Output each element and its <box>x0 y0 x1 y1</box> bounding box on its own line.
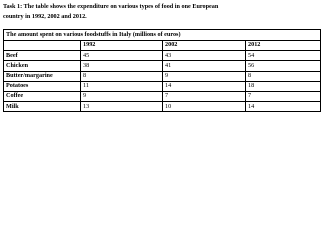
table-row <box>4 51 321 61</box>
row-label: Coffee <box>4 91 81 101</box>
task-line-2: country in 1992, 2002 and 2012. <box>3 12 87 20</box>
table-header-row <box>4 41 321 51</box>
table-cell: 18 <box>246 81 321 91</box>
column-header <box>4 41 81 51</box>
table-cell: 54 <box>246 51 321 61</box>
column-header: 2002 <box>163 41 246 51</box>
row-label: Chicken <box>4 61 81 71</box>
table-cell: 13 <box>81 102 163 112</box>
table-cell: 14 <box>163 81 246 91</box>
table-row <box>4 61 321 71</box>
task-line-1: Task 1: The table shows the expenditure on various types of food in one European <box>3 3 219 10</box>
column-header: 2012 <box>246 41 321 51</box>
table-cell: 45 <box>81 51 163 61</box>
task-description <box>3 2 321 21</box>
table-row <box>4 91 321 101</box>
table-cell: 11 <box>81 81 163 91</box>
table-cell: 9 <box>81 91 163 101</box>
table-title: The amount spent on various foodstuffs in Italy (millions of euros) <box>4 30 321 41</box>
column-header: 1992 <box>81 41 163 51</box>
row-label: Milk <box>4 102 81 112</box>
table-cell: 9 <box>163 71 246 81</box>
row-label: Butter/margarine <box>4 71 81 81</box>
table-cell: 7 <box>246 91 321 101</box>
table-cell: 7 <box>163 91 246 101</box>
table-cell: 8 <box>81 71 163 81</box>
table-cell: 56 <box>246 61 321 71</box>
table-row <box>4 81 321 91</box>
table-cell: 14 <box>246 102 321 112</box>
table-cell: 43 <box>163 51 246 61</box>
data-table-container <box>3 29 320 112</box>
table-cell: 10 <box>163 102 246 112</box>
food-expenditure-table <box>3 29 321 112</box>
table-body <box>4 51 321 112</box>
table-cell: 8 <box>246 71 321 81</box>
table-cell: 38 <box>81 61 163 71</box>
table-row <box>4 102 321 112</box>
table-caption-row <box>4 30 321 41</box>
row-label: Beef <box>4 51 81 61</box>
row-label: Potatoes <box>4 81 81 91</box>
table-row <box>4 71 321 81</box>
table-cell: 41 <box>163 61 246 71</box>
